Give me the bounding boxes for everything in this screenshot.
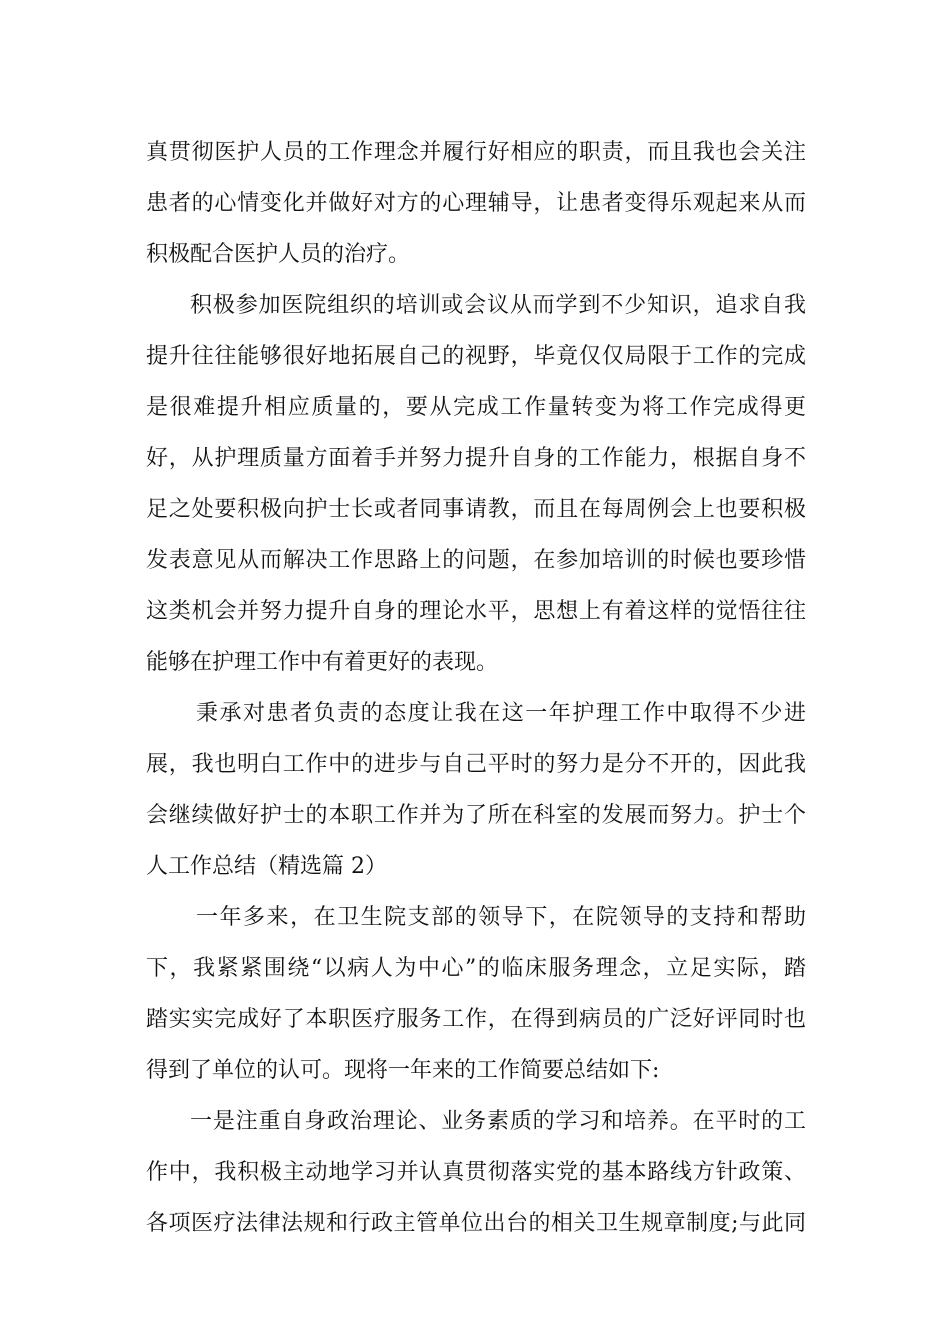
text-line: 展，我也明白工作中的进步与自己平时的努力是分不开的，因此我 [146,752,806,777]
text-line: 能够在护理工作中有着更好的表现。 [146,650,499,675]
text-line: 得到了单位的认可。现将一年来的工作简要总结如下: [146,1058,660,1083]
text-line: 下，我紧紧围绕“以病人为中心”的临床服务理念，立足实际，踏 [146,956,806,981]
text-line: 提升往往能够很好地拓展自己的视野，毕竟仅仅局限于工作的完成 [146,344,806,369]
text-line: 各项医疗法律法规和行政主管单位出台的相关卫生规章制度;与此同 [146,1211,806,1236]
text-line: 这类机会并努力提升自身的理论水平，思想上有着这样的觉悟往往 [146,599,806,624]
text-line: 积极配合医护人员的治疗。 [146,242,411,267]
text-line: 作中，我积极主动地学习并认真贯彻落实党的基本路线方针政策、 [146,1160,806,1185]
text-line: 踏实实完成好了本职医疗服务工作，在得到病员的广泛好评同时也 [146,1007,806,1032]
text-line: 发表意见从而解决工作思路上的问题，在参加培训的时候也要珍惜 [146,548,806,573]
text-line: 足之处要积极向护士长或者同事请教，而且在每周例会上也要积极 [146,497,806,522]
paragraph-first-line: 一是注重自身政治理论、业务素质的学习和培养。在平时的工 [190,1109,806,1134]
paragraph-first-line: 一年多来，在卫生院支部的领导下，在院领导的支持和帮助 [196,905,806,930]
section-heading-line: 人工作总结（精选篇 2） [146,854,387,879]
text-line: 是很难提升相应质量的，要从完成工作量转变为将工作完成得更 [146,395,806,420]
text-line: 患者的心情变化并做好对方的心理辅导，让患者变得乐观起来从而 [146,191,806,216]
text-line: 好，从护理质量方面着手并努力提升自身的工作能力，根据自身不 [146,446,806,471]
text-line: 真贯彻医护人员的工作理念并履行好相应的职责，而且我也会关注 [146,140,806,165]
paragraph-first-line: 秉承对患者负责的态度让我在这一年护理工作中取得不少进 [196,701,806,726]
text-line: 会继续做好护士的本职工作并为了所在科室的发展而努力。护士个 [146,803,806,828]
paragraph-first-line: 积极参加医院组织的培训或会议从而学到不少知识，追求自我 [190,293,806,318]
